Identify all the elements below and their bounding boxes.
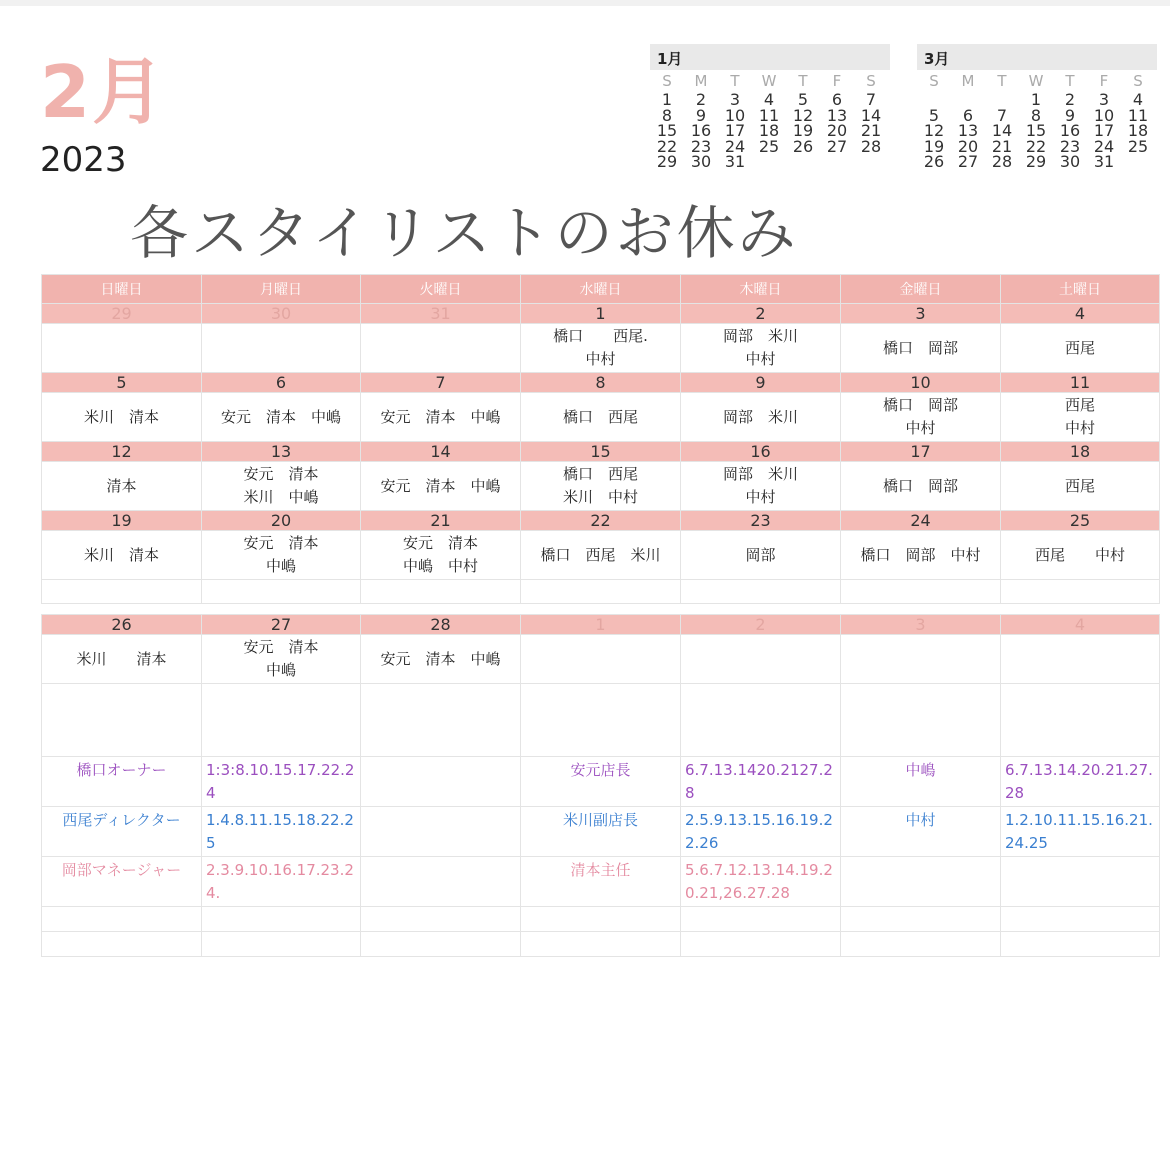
staff-name: 安元店長 — [521, 757, 681, 807]
day-number: 10 — [841, 373, 1001, 393]
date-row — [42, 373, 1160, 393]
day-entry: 岡部 米川 — [681, 393, 841, 442]
schedule-table — [41, 274, 1160, 957]
month-title: 2月 — [40, 50, 167, 134]
day-number: 24 — [841, 511, 1001, 531]
mini-day: 12 — [792, 105, 814, 125]
empty-cell — [361, 580, 521, 604]
empty-cell — [681, 604, 841, 615]
day-number: 25 — [1001, 511, 1160, 531]
weekday-header: 木曜日 — [681, 275, 841, 304]
staff-days: 1:3:8.10.15.17.22.24 — [202, 757, 361, 807]
empty-cell — [1001, 580, 1160, 604]
staff-name: 清本主任 — [521, 857, 681, 907]
day-entry: 橋口 西尾 — [521, 393, 681, 442]
mini-day: 6 — [962, 105, 974, 125]
empty-cell — [681, 580, 841, 604]
mini-weekday-label: T — [997, 72, 1007, 90]
mini-day: 4 — [1132, 90, 1144, 109]
mini-day: 16 — [690, 121, 712, 140]
day-entry: 岡部 米川 中村 — [681, 462, 841, 511]
weekday-header-row — [42, 275, 1160, 304]
mini-day: 3 — [729, 90, 741, 109]
day-entry — [841, 635, 1001, 684]
day-entry: 安元 清本 中嶋 中村 — [361, 531, 521, 580]
staff-row — [42, 807, 1160, 857]
date-row — [42, 615, 1160, 635]
mini-day: 26 — [923, 152, 945, 171]
empty-cell — [681, 932, 841, 957]
day-entry: 岡部 — [681, 531, 841, 580]
day-number: 4 — [1001, 615, 1160, 635]
empty-cell — [42, 580, 202, 604]
mini-day: 10 — [1093, 105, 1115, 125]
weekday-header: 月曜日 — [202, 275, 361, 304]
mini-day: 30 — [690, 152, 712, 171]
empty-cell — [1001, 907, 1160, 932]
staff-days: 1.4.8.11.15.18.22.25 — [202, 807, 361, 857]
day-entry: 安元 清本 米川 中嶋 — [202, 462, 361, 511]
mini-day: 14 — [860, 105, 882, 125]
mini-day: 21 — [991, 136, 1013, 156]
mini-day: 29 — [656, 152, 678, 171]
empty-cell — [202, 907, 361, 932]
mini-day: 27 — [826, 136, 848, 156]
day-number: 21 — [361, 511, 521, 531]
mini-day: 19 — [923, 136, 945, 156]
mini-day: 3 — [1098, 90, 1110, 109]
day-number: 16 — [681, 442, 841, 462]
mini-day: 19 — [792, 121, 814, 140]
mini-day: 22 — [656, 136, 678, 156]
mini-weekday-label: W — [761, 72, 777, 90]
mini-day: 16 — [1059, 121, 1081, 140]
day-number: 15 — [521, 442, 681, 462]
day-entry: 岡部 米川 中村 — [681, 324, 841, 373]
empty-cell — [681, 684, 841, 757]
day-number: 14 — [361, 442, 521, 462]
mini-day: 24 — [724, 136, 746, 156]
empty-cell — [42, 907, 202, 932]
mini-day: 10 — [724, 105, 746, 125]
day-entry — [42, 324, 202, 373]
day-entry — [521, 635, 681, 684]
mini-day: 11 — [758, 105, 780, 125]
weekday-header: 金曜日 — [841, 275, 1001, 304]
date-row — [42, 304, 1160, 324]
weekday-header: 火曜日 — [361, 275, 521, 304]
entries-row — [42, 635, 1160, 684]
mini-day: 1 — [1030, 90, 1042, 109]
mini-day: 23 — [690, 136, 712, 156]
weekday-header: 日曜日 — [42, 275, 202, 304]
day-entry — [1001, 635, 1160, 684]
empty-cell — [361, 604, 521, 615]
mini-day: 27 — [957, 152, 979, 171]
mini-day: 31 — [724, 152, 746, 171]
mini-day: 22 — [1025, 136, 1047, 156]
empty-cell — [841, 932, 1001, 957]
day-entry: 米川 清本 — [42, 531, 202, 580]
day-entry: 米川 清本 — [42, 635, 202, 684]
day-entry: 橋口 西尾 米川 — [521, 531, 681, 580]
mini-weekday-label: M — [961, 72, 975, 90]
mini-day: 13 — [826, 105, 848, 125]
empty-cell — [42, 932, 202, 957]
day-entry: 安元 清本 中嶋 — [361, 462, 521, 511]
mini-calendar-grid — [650, 70, 890, 170]
day-number: 23 — [681, 511, 841, 531]
mini-day: 28 — [991, 152, 1013, 171]
entries-row — [42, 324, 1160, 373]
mini-day: 15 — [1025, 121, 1047, 140]
day-entry: 清本 — [42, 462, 202, 511]
mini-day: 25 — [758, 136, 780, 156]
day-number: 9 — [681, 373, 841, 393]
day-entry: 西尾 — [1001, 462, 1160, 511]
mini-day: 14 — [991, 121, 1013, 140]
mini-calendar-grid — [917, 70, 1157, 170]
entries-row — [42, 462, 1160, 511]
mini-weekday-label: F — [832, 72, 842, 90]
mini-day: 12 — [923, 121, 945, 140]
day-number: 18 — [1001, 442, 1160, 462]
day-number: 26 — [42, 615, 202, 635]
mini-day — [752, 154, 786, 170]
day-entry: 橋口 西尾 米川 中村 — [521, 462, 681, 511]
day-entry: 橋口 岡部 — [841, 462, 1001, 511]
empty-cell — [202, 604, 361, 615]
empty-cell — [841, 684, 1001, 757]
day-entry: 橋口 岡部 中村 — [841, 393, 1001, 442]
mini-day: 9 — [1064, 105, 1076, 125]
staff-name: 岡部マネージャー — [42, 857, 202, 907]
day-number: 4 — [1001, 304, 1160, 324]
mini-day — [786, 154, 820, 170]
mini-day: 18 — [758, 121, 780, 140]
staff-row — [42, 757, 1160, 807]
day-entry — [681, 635, 841, 684]
mini-day: 20 — [957, 136, 979, 156]
mini-weekday-label: T — [1065, 72, 1075, 90]
day-entry: 西尾 中村 — [1001, 531, 1160, 580]
mini-day: 23 — [1059, 136, 1081, 156]
entries-row — [42, 393, 1160, 442]
day-number: 22 — [521, 511, 681, 531]
mini-day: 20 — [826, 121, 848, 140]
staff-days: 2.5.9.13.15.16.19.22.26 — [681, 807, 841, 857]
mini-day: 1 — [661, 90, 673, 109]
mini-calendar-march — [917, 44, 1157, 170]
day-entry: 橋口 西尾. 中村 — [521, 324, 681, 373]
empty-cell — [361, 932, 521, 957]
empty-cell — [1001, 932, 1160, 957]
empty-cell — [521, 907, 681, 932]
day-number: 28 — [361, 615, 521, 635]
day-number: 19 — [42, 511, 202, 531]
empty-cell — [202, 932, 361, 957]
mini-day — [854, 154, 888, 170]
day-entry — [361, 324, 521, 373]
mini-weekday-label: F — [1099, 72, 1109, 90]
day-entry: 安元 清本 中嶋 — [202, 531, 361, 580]
mini-day: 26 — [792, 136, 814, 156]
mini-weekday-label: W — [1028, 72, 1044, 90]
day-number: 2 — [681, 615, 841, 635]
staff-name: 西尾ディレクター — [42, 807, 202, 857]
mini-day: 17 — [724, 121, 746, 140]
day-number: 31 — [361, 304, 521, 324]
mini-day: 21 — [860, 121, 882, 140]
empty-cell — [361, 807, 521, 857]
staff-days: 6.7.13.14.20.21.27.28 — [1001, 757, 1160, 807]
mini-calendar-title: 1月 — [650, 44, 890, 70]
day-entry: 安元 清本 中嶋 — [202, 635, 361, 684]
mini-calendar-title: 3月 — [917, 44, 1157, 70]
mini-day: 17 — [1093, 121, 1115, 140]
staff-name: 中村 — [841, 807, 1001, 857]
day-number: 7 — [361, 373, 521, 393]
empty-cell — [681, 907, 841, 932]
day-number: 13 — [202, 442, 361, 462]
mini-day: 4 — [763, 90, 775, 109]
staff-name: 米川副店長 — [521, 807, 681, 857]
top-bar — [0, 0, 1170, 6]
day-number: 3 — [841, 304, 1001, 324]
empty-cell — [361, 857, 521, 907]
day-entry: 西尾 — [1001, 324, 1160, 373]
day-entry: 安元 清本 中嶋 — [361, 393, 521, 442]
empty-cell — [1001, 684, 1160, 757]
empty-cell — [202, 580, 361, 604]
spacer-row — [42, 932, 1160, 957]
staff-days: 2.3.9.10.16.17.23.24. — [202, 857, 361, 907]
staff-days: 6.7.13.1420.2127.28 — [681, 757, 841, 807]
day-number: 5 — [42, 373, 202, 393]
mini-day: 7 — [996, 105, 1008, 125]
mini-day: 28 — [860, 136, 882, 156]
day-entry: 安元 清本 中嶋 — [202, 393, 361, 442]
mini-day: 9 — [695, 105, 707, 125]
mini-day: 5 — [797, 90, 809, 109]
day-entry: 橋口 岡部 — [841, 324, 1001, 373]
staff-days: 5.6.7.12.13.14.19.20.21,26.27.28 — [681, 857, 841, 907]
empty-cell — [521, 580, 681, 604]
day-number: 12 — [42, 442, 202, 462]
staff-days: 1.2.10.11.15.16.21.24.25 — [1001, 807, 1160, 857]
mini-weekday-label: S — [1133, 72, 1143, 90]
empty-cell — [42, 684, 202, 757]
day-entry: 西尾 中村 — [1001, 393, 1160, 442]
mini-calendar-january — [650, 44, 890, 170]
empty-cell — [361, 684, 521, 757]
empty-cell — [521, 604, 681, 615]
empty-cell — [1001, 604, 1160, 615]
mini-day: 5 — [928, 105, 940, 125]
mini-weekday-label: S — [662, 72, 672, 90]
mini-day: 13 — [957, 121, 979, 140]
day-number: 3 — [841, 615, 1001, 635]
mini-day: 18 — [1127, 121, 1149, 140]
mini-weekday-label: S — [929, 72, 939, 90]
spacer-row — [42, 580, 1160, 604]
day-number: 1 — [521, 615, 681, 635]
day-entry: 橋口 岡部 中村 — [841, 531, 1001, 580]
day-number: 2 — [681, 304, 841, 324]
mini-day — [1121, 154, 1155, 170]
mini-weekday-label: T — [798, 72, 808, 90]
mini-weekday-label: T — [730, 72, 740, 90]
mini-day: 11 — [1127, 105, 1149, 125]
spacer-row — [42, 907, 1160, 932]
spacer-row — [42, 684, 1160, 757]
empty-cell — [521, 684, 681, 757]
day-entry: 安元 清本 中嶋 — [361, 635, 521, 684]
day-number: 17 — [841, 442, 1001, 462]
staff-row — [42, 857, 1160, 907]
mini-day: 6 — [831, 90, 843, 109]
day-entry — [202, 324, 361, 373]
mini-day: 29 — [1025, 152, 1047, 171]
mini-weekday-label: M — [694, 72, 708, 90]
mini-day: 15 — [656, 121, 678, 140]
weekday-header: 水曜日 — [521, 275, 681, 304]
staff-name: 中嶋 — [841, 757, 1001, 807]
day-number: 29 — [42, 304, 202, 324]
day-number: 6 — [202, 373, 361, 393]
staff-name — [841, 857, 1001, 907]
mini-day: 30 — [1059, 152, 1081, 171]
empty-cell — [521, 932, 681, 957]
empty-cell — [841, 580, 1001, 604]
date-row — [42, 442, 1160, 462]
date-row — [42, 511, 1160, 531]
day-number: 30 — [202, 304, 361, 324]
day-number: 20 — [202, 511, 361, 531]
mini-day: 7 — [865, 90, 877, 109]
day-number: 8 — [521, 373, 681, 393]
spacer-row — [42, 604, 1160, 615]
day-number: 11 — [1001, 373, 1160, 393]
mini-day: 2 — [1064, 90, 1076, 109]
mini-day: 24 — [1093, 136, 1115, 156]
staff-name: 橋口オーナー — [42, 757, 202, 807]
mini-day: 2 — [695, 90, 707, 109]
day-number: 1 — [521, 304, 681, 324]
year-label: 2023 — [40, 140, 127, 180]
mini-day: 8 — [661, 105, 673, 125]
mini-day: 31 — [1093, 152, 1115, 171]
empty-cell — [361, 907, 521, 932]
day-number: 27 — [202, 615, 361, 635]
empty-cell — [841, 907, 1001, 932]
entries-row — [42, 531, 1160, 580]
empty-cell — [841, 604, 1001, 615]
weekday-header: 土曜日 — [1001, 275, 1160, 304]
day-entry: 米川 清本 — [42, 393, 202, 442]
empty-cell — [202, 684, 361, 757]
mini-weekday-label: S — [866, 72, 876, 90]
empty-cell — [361, 757, 521, 807]
empty-cell — [42, 604, 202, 615]
page-subtitle: 各スタイリストのお休み — [130, 199, 799, 267]
mini-day: 25 — [1127, 136, 1149, 156]
staff-days — [1001, 857, 1160, 907]
mini-day — [820, 154, 854, 170]
mini-day: 8 — [1030, 105, 1042, 125]
